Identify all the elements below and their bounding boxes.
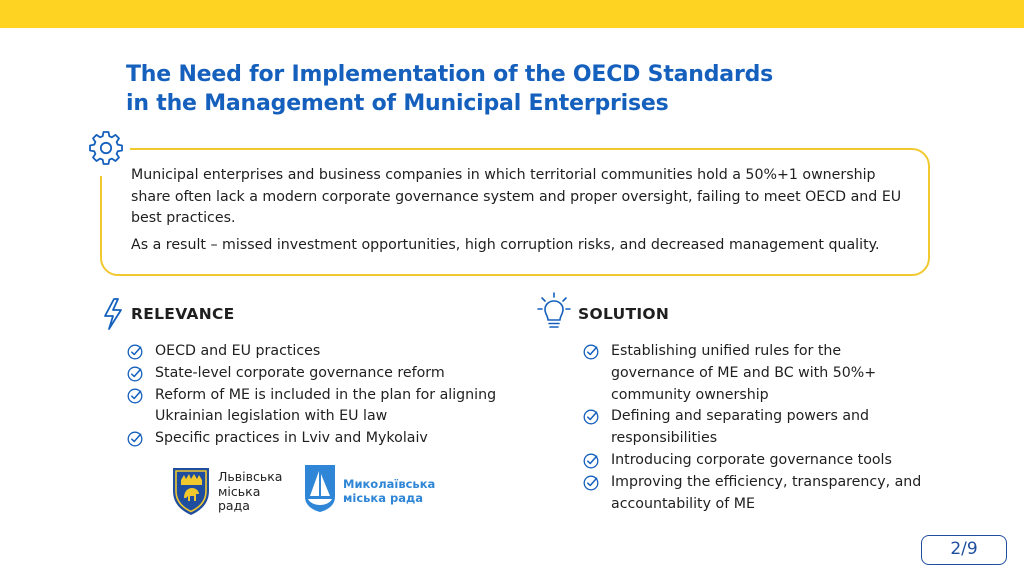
intro-paragraph-result: As a result – missed investment opportunities, high corruption risks, and decreased management quality. xyxy=(131,236,880,253)
mykolaiv-logo-text xyxy=(343,477,435,505)
page-indicator: 2/9 xyxy=(921,535,1007,565)
slide-title xyxy=(126,60,886,118)
list-item xyxy=(127,341,497,363)
list-item xyxy=(583,341,963,406)
list-item xyxy=(127,385,497,429)
check-circle-icon xyxy=(583,453,599,469)
solution-item-text: Defining and separating powers and responsibilities xyxy=(611,408,870,447)
intro-paragraph-problem: Municipal enterprises and business companies in which territorial communities hold a 50%+1 ownership share often lack a modern corporate governance system and proper oversight, failing to meet OECD and EU best practices. xyxy=(131,167,902,226)
solution-heading: SOLUTION xyxy=(578,305,670,323)
mykolaiv-ship-emblem-icon xyxy=(303,463,337,513)
relevance-item-text: Reform of ME is included in the plan for aligning Ukrainian legislation with EU law xyxy=(155,386,497,425)
solution-item-text: Introducing corporate governance tools xyxy=(611,451,892,468)
intro-text xyxy=(131,165,916,261)
relevance-item-text: OECD and EU practices xyxy=(155,343,321,359)
list-item xyxy=(583,472,963,516)
check-circle-icon xyxy=(127,366,143,382)
solution-item-text: Improving the efficiency, transparency, and accountability of ME xyxy=(611,473,922,512)
lviv-logo-text xyxy=(218,470,298,514)
mykolaiv-logo-line-2: міська рада xyxy=(343,491,424,505)
relevance-item-text: State-level corporate governance reform xyxy=(155,364,445,381)
check-circle-icon xyxy=(583,344,599,360)
top-accent-bar xyxy=(0,0,1024,28)
list-item xyxy=(583,406,963,450)
check-circle-icon xyxy=(583,475,599,491)
lviv-logo-line-3: рада xyxy=(218,498,250,513)
check-circle-icon xyxy=(127,431,143,447)
gear-icon xyxy=(86,128,126,168)
list-item xyxy=(127,363,497,385)
lviv-city-council-logo xyxy=(170,465,290,521)
slide-title-line-2: in the Management of Municipal Enterprises xyxy=(126,91,669,116)
slide-title-line-1: The Need for Implementation of the OECD Standards xyxy=(126,62,774,87)
relevance-list xyxy=(127,341,497,450)
mykolaiv-logo-line-1: Миколаївська xyxy=(343,477,436,491)
solution-list xyxy=(583,341,963,515)
lviv-coat-of-arms-icon xyxy=(170,465,212,517)
check-circle-icon xyxy=(127,388,143,404)
lightbulb-icon xyxy=(537,291,571,331)
solution-item-text: Establishing unified rules for the governance of ME and BC with 50%+ community ownership xyxy=(611,343,877,403)
lviv-logo-line-2: міська xyxy=(218,483,261,499)
relevance-item-text: Specific practices in Lviv and Mykolaiv xyxy=(155,430,428,447)
list-item xyxy=(127,428,497,450)
list-item xyxy=(583,450,963,472)
check-circle-icon xyxy=(127,344,143,360)
lightning-icon xyxy=(102,297,124,331)
check-circle-icon xyxy=(583,409,599,425)
lviv-logo-line-1: Львівська xyxy=(218,469,283,484)
mykolaiv-city-council-logo xyxy=(303,463,453,519)
relevance-heading: RELEVANCE xyxy=(131,305,235,323)
